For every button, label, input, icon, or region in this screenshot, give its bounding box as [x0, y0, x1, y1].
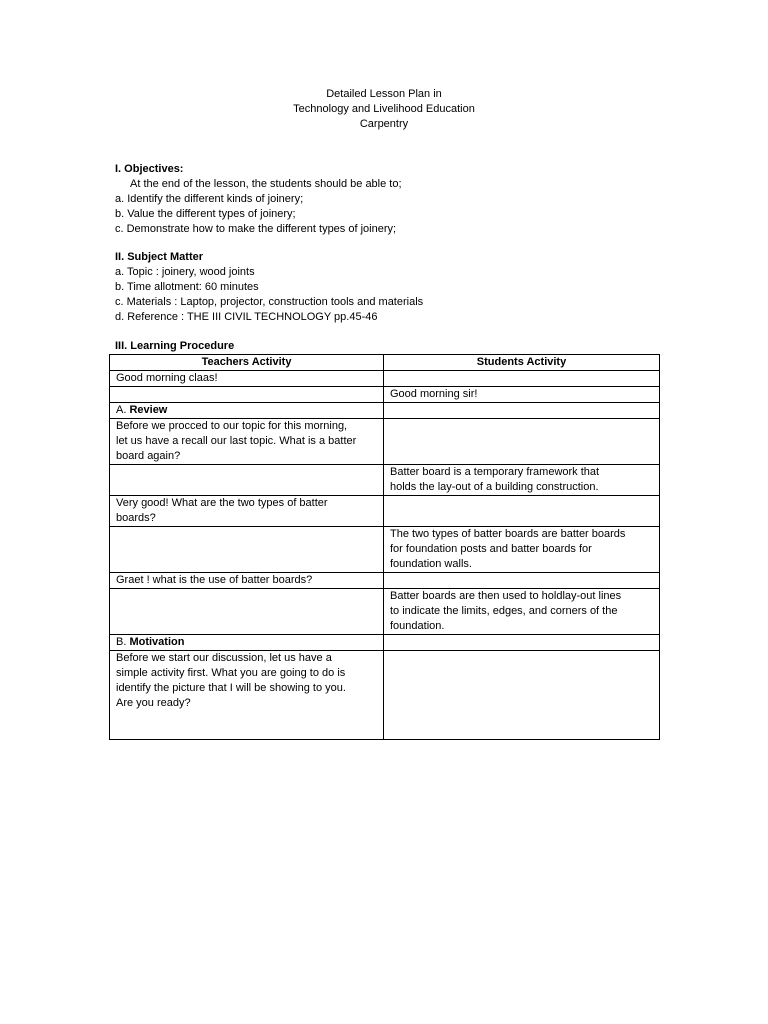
subject-matter-section [115, 250, 675, 325]
student-line [390, 419, 653, 434]
table-row [110, 573, 660, 589]
student-activity-cell [384, 635, 660, 651]
stage-prefix: B. [116, 636, 130, 648]
teacher-line: Good morning claas! [116, 372, 218, 384]
teacher-activity-cell [110, 496, 384, 527]
title-line-2: Technology and Livelihood Education [293, 103, 475, 115]
objectives-heading: I. Objectives: [115, 163, 184, 175]
teacher-line: Before we start our discussion, let us have a [116, 652, 332, 664]
student-line [390, 371, 653, 386]
student-line: foundation walls. [390, 558, 472, 570]
title-line-1: Detailed Lesson Plan in [326, 88, 442, 100]
subject-item: a. Topic : joinery, wood joints [115, 266, 255, 278]
teacher-activity-cell [110, 635, 384, 651]
student-line: foundation. [390, 620, 445, 632]
student-activity-cell [384, 651, 660, 740]
objectives-intro: At the end of the lesson, the students should be able to; [130, 178, 402, 190]
student-line [390, 403, 653, 418]
student-line: The two types of batter boards are batter boards [390, 528, 626, 540]
table-row [110, 635, 660, 651]
teacher-line: board again? [116, 450, 181, 462]
learning-procedure-table [109, 354, 660, 740]
subject-item: c. Materials : Laptop, projector, construction tools and materials [115, 296, 424, 308]
table-row [110, 465, 660, 496]
stage-prefix: A. [116, 404, 130, 416]
student-line: to indicate the limits, edges, and corners of the [390, 605, 618, 617]
teacher-activity-cell [110, 651, 384, 740]
teacher-line [116, 589, 377, 604]
student-line [390, 573, 653, 588]
subject-heading: II. Subject Matter [115, 251, 204, 263]
table-row [110, 527, 660, 573]
objective-item: c. Demonstrate how to make the different types of joinery; [115, 223, 397, 235]
table-row [110, 371, 660, 387]
teacher-line: boards? [116, 512, 156, 524]
student-line: Good morning sir! [390, 388, 478, 400]
teacher-activity-cell [110, 371, 384, 387]
teacher-line [116, 527, 377, 542]
teacher-line: Graet ! what is the use of batter boards? [116, 574, 313, 586]
table-header-row [110, 355, 660, 371]
student-activity-cell [384, 465, 660, 496]
title-line-3: Carpentry [359, 118, 409, 130]
teacher-activity-cell [110, 419, 384, 465]
teacher-activity-cell [110, 403, 384, 419]
subject-item: b. Time allotment: 60 minutes [115, 281, 259, 293]
table-row [110, 387, 660, 403]
procedure-section [115, 339, 675, 354]
procedure-rows [110, 371, 660, 740]
student-activity-cell [384, 589, 660, 635]
teacher-activity-cell [110, 387, 384, 403]
objective-item: b. Value the different types of joinery; [115, 208, 296, 220]
student-activity-cell [384, 387, 660, 403]
teacher-line: identify the picture that I will be showing to you. [116, 682, 346, 694]
teacher-line: Are you ready? [116, 697, 191, 709]
document-header [0, 87, 768, 132]
table-row [110, 651, 660, 740]
student-line: holds the lay-out of a building construction. [390, 481, 599, 493]
procedure-heading: III. Learning Procedure [115, 340, 235, 352]
student-line: for foundation posts and batter boards for [390, 543, 592, 555]
subject-item: d. Reference : THE III CIVIL TECHNOLOGY pp.45-46 [115, 311, 378, 323]
student-activity-cell [384, 496, 660, 527]
student-line [390, 496, 653, 511]
table-row [110, 496, 660, 527]
student-line: Batter boards are then used to holdlay-out lines [390, 590, 622, 602]
teacher-activity-cell [110, 465, 384, 496]
students-activity-header: Students Activity [384, 355, 660, 371]
table-row [110, 403, 660, 419]
teacher-activity-cell [110, 573, 384, 589]
student-activity-cell [384, 419, 660, 465]
objective-item: a. Identify the different kinds of joinery; [115, 193, 304, 205]
stage-title: Review [129, 404, 168, 416]
teacher-line [116, 387, 377, 402]
student-activity-cell [384, 371, 660, 387]
table-row [110, 589, 660, 635]
student-line: Batter board is a temporary framework that [390, 466, 600, 478]
student-line [390, 651, 653, 666]
student-activity-cell [384, 527, 660, 573]
teacher-line [116, 465, 377, 480]
teacher-line: let us have a recall our last topic. What is a batter [116, 435, 357, 447]
student-activity-cell [384, 573, 660, 589]
teacher-activity-cell [110, 527, 384, 573]
student-activity-cell [384, 403, 660, 419]
teacher-line: simple activity first. What you are going to do is [116, 667, 346, 679]
objectives-section [115, 162, 675, 237]
teacher-line: Very good! What are the two types of batter [116, 497, 328, 509]
student-line [390, 635, 653, 650]
teachers-activity-header: Teachers Activity [110, 355, 384, 371]
stage-title: Motivation [129, 636, 185, 648]
teacher-line: Before we procced to our topic for this morning, [116, 420, 348, 432]
teacher-activity-cell [110, 589, 384, 635]
table-row [110, 419, 660, 465]
